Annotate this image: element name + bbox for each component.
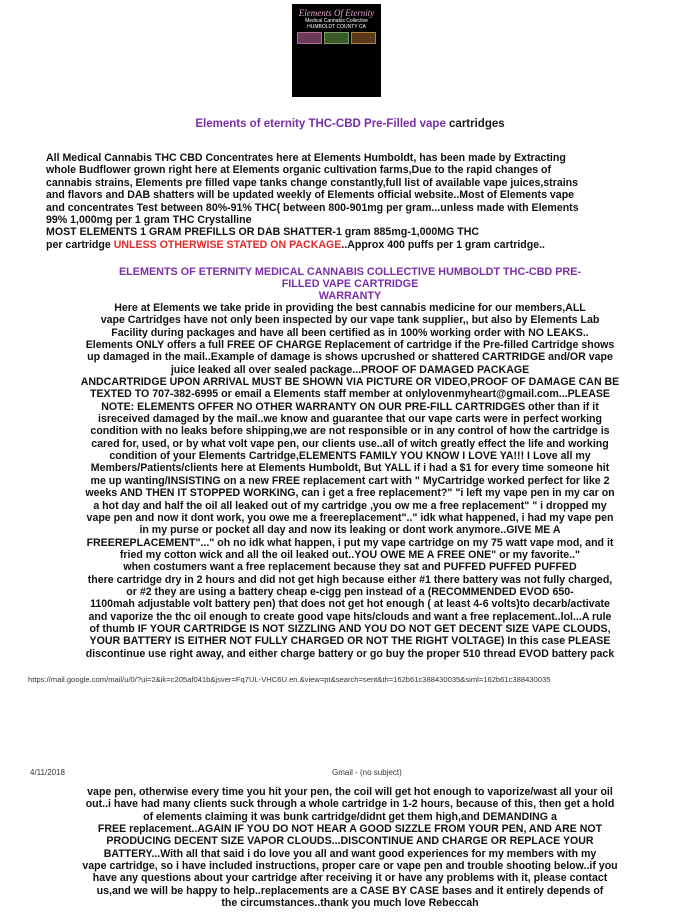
body-continued-line: us,and we will be happy to help..replacements are a CASE BY CASE bases and it entirely depends of [96,884,604,897]
body-line: discontinue use right away, and either charge battery or go buy the proper 510 thread EVOD battery pack [85,647,615,660]
body-line: a hot day and half the oil all leaked out of my cartridge ,you ow me a free replacement" " i dropped my [93,499,607,512]
intro-line: and concentrates Test between 80%-91% THC( between 800-901mg per gram...unless made with Elements [46,201,579,214]
body-line: vape pen and now it dont work, you owe me a freereplacement".." idk what happened, i had my vape pen [86,511,614,524]
body-line: or #2 they are using a battery cheap e-cigg pen instead of a (RECOMMENDED EVOD 650- [126,585,574,598]
logo-title: Elements Of Eternity [298,8,375,18]
body-line: condition with no leaks before shipping,we are not responsible or in any control of how the cartridge is [90,425,610,438]
intro-last-post: ..Approx 400 puffs per 1 gram cartridge.. [341,238,546,251]
body-line: in my purse or pocket all day and now its leaking or dont work anymore..GIVE ME A [139,524,561,537]
warranty-body [28,302,672,660]
intro-line: MOST ELEMENTS 1 GRAM PREFILLS OR DAB SHATTER-1 gram 885mg-1,000MG THC [46,226,480,239]
body-line: when costumers want a free replacement because they sat and PUFFED PUFFED PUFFED [123,561,577,574]
logo-line-2: HUMBOLDT COUNTY CA [307,24,366,30]
body-line: of thumb IF YOUR CARTRIDGE IS NOT SIZZLING AND YOU DO NOT GET DECENT SIZE VAPE CLOUDS, [89,622,611,635]
body-continued-line: vape pen, otherwise every time you hit your pen, the coil will get hot enough to vaporize/wast all your oil [87,786,613,798]
body-line: ANDCARTRIDGE UPON ARRIVAL MUST BE SHOWN VIA PICTURE OR VIDEO,PROOF OF DAMAGE CAN BE [80,376,620,389]
page-title [0,118,700,130]
body-line: isreceived damaged by the mail..we know and guarantee that our vape carts were in perfect working [98,413,602,426]
logo-thumb [297,32,322,44]
intro-last-line [46,239,660,251]
intro-paragraph [46,152,660,251]
body-line: Members/Patients/clients here at Elements Humboldt, But YALL if i had a $1 for every time someone hit [90,462,610,475]
unless-otherwise-stated: UNLESS OTHERWISE STATED ON PACKAGE [113,238,342,251]
body-continued-line: BATTERY...With all that said i do love you all and want good experiences for my members with my [103,847,597,860]
intro-line: and flavors and DAB shatters will be updated weekly of Elements official website..Most of Elements vape [46,189,575,202]
intro-line: cannabis strains, Elements pre filled vape tanks change constantly,full list of available vape juices,strains [46,176,579,189]
body-continued-line: FREE replacement..AGAIN IF YOU DO NOT HEAR A GOOD SIZZLE FROM YOUR PEN, AND ARE NOT [97,823,603,836]
body-line: Here at Elements we take pride in providing the best cannabis medicine for our members,ALL [114,302,586,314]
body-line: and vaporize the thc oil enough to create good vape hits/clouds and want a free replacement..lol...A rule [88,610,612,623]
logo-thumbnails [297,32,376,44]
logo-thumb [351,32,376,44]
body-line: there cartridge dry in 2 hours and did not get high because either #1 there battery was not fully charged, [87,573,613,586]
warranty-heading [0,266,700,302]
logo-line-1: Medical Cannabis Collective [305,18,368,24]
print-url: https://mail.google.com/mail/u/0/?ui=2&ik=c205af041b&jsver=Fq7UL-VHC6U.en.&view=pt&search=sent&th=162b61c388430035&siml=162b61c388430035 [28,675,551,684]
warranty-body-continued [28,786,672,909]
body-line: vape Cartridges have not only been inspected by our vape tank supplier,, but also by Elements Lab [100,314,600,327]
body-continued-line: of elements claiming it was bunk cartridge/didnt get them high,and DEMANDING a [143,810,557,823]
title-main: Elements of eternity THC-CBD Pre-Filled vape [195,118,446,130]
body-line: up damaged in the mail..Example of damage is shows upcrushed or shattered CARTRIDGE and/OR vape [87,351,613,364]
body-line: NOTE: ELEMENTS OFFER NO OTHER WARRANTY ON OUR PRE-FILL CARTRIDGES other than if it [101,400,599,413]
heading-line: ELEMENTS OF ETERNITY MEDICAL CANNABIS COLLECTIVE HUMBOLDT THC-CBD PRE- [118,266,582,278]
logo-image [292,4,381,97]
body-continued-line: have any questions about your cartridge after receiving it or have any problems with it, please contact [92,872,608,885]
body-line: cared for, used, or by what volt vape pen, our clients use..all of witch greatly effect the life and working [91,437,609,450]
body-line: fried my cotton wick and all the oil leaked out..YOU OWE ME A FREE ONE" or my favorite.." [119,548,581,561]
body-continued-line: PRODUCING DECENT SIZE VAPOR CLOUDS...DISCONTINUE AND CHARGE OR REPLACE YOUR [106,835,594,848]
heading-line: WARRANTY [318,290,382,302]
logo-thumb [324,32,349,44]
body-line: condition of your Elements Cartridge,ELEMENTS FAMILY YOU KNOW I LOVE YA!!! I Love all my [109,450,591,463]
body-line: YOUR BATTERY IS EITHER NOT FULLY CHARGED OR NOT THE RIGHT VOLTAGE) In this case PLEASE [89,635,611,648]
title-suffix: cartridges [445,118,505,130]
heading-line: FILLED VAPE CARTRIDGE [281,278,419,290]
intro-lines [46,152,660,239]
body-line: weeks AND THEN IT STOPPED WORKING, can i get a free replacement?" "i left my vape pen in my car on [85,487,615,500]
intro-line: whole Budflower grown right here at Elements organic cultivation farms,Due to the rapid changes of [46,164,552,177]
body-line: Facility during packages and have all been certified as in 100% working order with NO LEAKS.. [111,326,589,339]
body-line: juice leaked all over sealed package...PROOF OF DAMAGED PACKAGE [170,363,530,376]
body-continued-line: vape cartridge, so i have included instructions, proper care or vape pen and trouble shooting below..if you [82,860,618,873]
body-line: TEXTED TO 707-382-6995 or email a Elements staff member at onlylovenmyheart@gmail.com...PLEASE [90,388,610,401]
body-line: Elements ONLY offers a full FREE OF CHARGE Replacement of cartridge if the Pre-filled Cartridge shows [85,339,615,352]
body-continued-line: the circumstances..thank you much love Rebeccah [221,897,479,910]
intro-line: All Medical Cannabis THC CBD Concentrates here at Elements Humboldt, has been made by Extracting [46,152,566,164]
body-continued-line: out..i have had many clients suck through a whole cartridge in 1-2 hours, because of this, then get a hold [85,798,615,811]
body-line: me up wanting/INSISTING on a new FREE replacement cart with " MyCartridge worked perfect for like 2 [90,474,610,487]
print-header-title: Gmail - (no subject) [332,768,402,777]
intro-line: 99% 1,000mg per 1 gram THC Crystalline [46,214,252,227]
body-line: FREEREPLACEMENT"..." oh no idk what happen, i put my vape cartridge on my 75 watt vape mod, and it [86,536,614,549]
body-line: 1100mah adjustable volt battery pen) that does not get hot enough ( at least 4-6 volts)to decarb/activate [90,598,610,611]
intro-last-pre: per cartridge [46,238,114,251]
print-date: 4/11/2018 [30,768,65,777]
